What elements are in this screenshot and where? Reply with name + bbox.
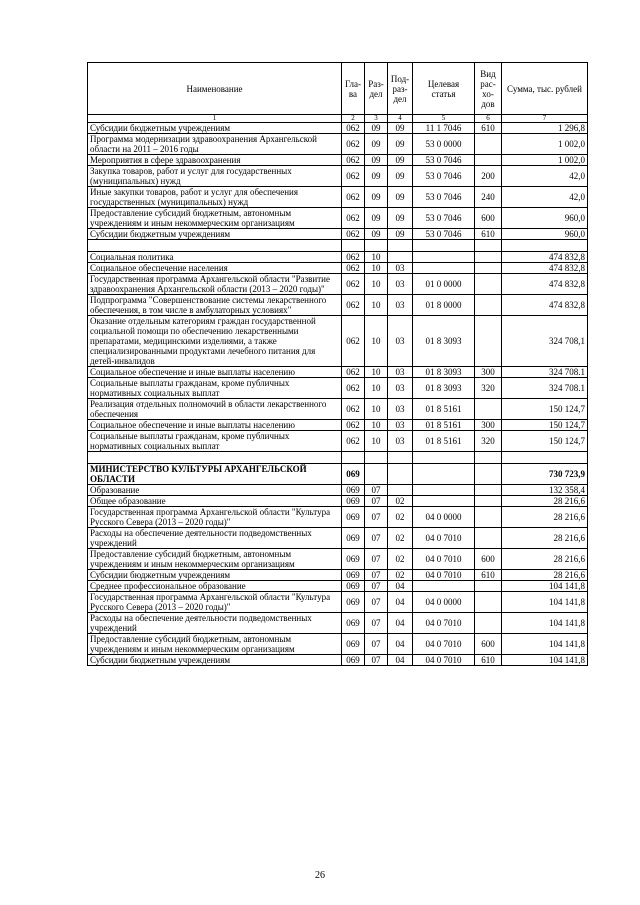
cell-vid xyxy=(475,295,502,316)
document-page xyxy=(87,62,587,666)
cell-vid xyxy=(475,263,502,274)
cell-podrazdel: 02 xyxy=(388,549,413,570)
cell-summa: 150 124,7 xyxy=(502,420,588,431)
cell-celevaya: 53 0 7046 xyxy=(413,187,475,208)
table-row xyxy=(88,528,588,549)
cell-summa: 28 216,6 xyxy=(502,528,588,549)
cell-podrazdel: 04 xyxy=(388,581,413,592)
cell-podrazdel: 09 xyxy=(388,187,413,208)
cell-name: Оказание отдельным категориям граждан государственной социальной помощи по обеспечению лекарственными препаратами, медицинскими изделиями, а также специализированными продуктами лечебного питания для детей-инвалидов xyxy=(88,316,342,367)
empty-cell xyxy=(413,240,475,252)
cell-name: Образование xyxy=(88,485,342,496)
cell-summa: 960,0 xyxy=(502,208,588,229)
cell-name: Предоставление субсидий бюджетным, автономным учреждениям и иным некоммерческим организациям xyxy=(88,634,342,655)
cell-summa: 1 002,0 xyxy=(502,134,588,155)
cell-summa: 150 124,7 xyxy=(502,399,588,420)
cell-vid xyxy=(475,316,502,367)
cell-celevaya: 53 0 7046 xyxy=(413,229,475,240)
table-header-row xyxy=(88,63,588,115)
column-number-row xyxy=(88,115,588,123)
cell-celevaya: 01 8 5161 xyxy=(413,431,475,452)
cell-celevaya: 04 0 7010 xyxy=(413,634,475,655)
cell-glava: 069 xyxy=(342,592,365,613)
cell-summa: 28 216,6 xyxy=(502,549,588,570)
cell-celevaya xyxy=(413,496,475,507)
cell-razdel: 07 xyxy=(365,592,388,613)
cell-name: Закупка товаров, работ и услуг для государственных (муниципальных) нужд xyxy=(88,166,342,187)
cell-razdel: 07 xyxy=(365,581,388,592)
cell-vid: 300 xyxy=(475,420,502,431)
cell-celevaya: 01 8 5161 xyxy=(413,420,475,431)
cell-razdel: 10 xyxy=(365,263,388,274)
cell-razdel: 07 xyxy=(365,549,388,570)
cell-glava: 062 xyxy=(342,155,365,166)
cell-name: Общее образование xyxy=(88,496,342,507)
cell-vid: 610 xyxy=(475,655,502,666)
cell-podrazdel: 04 xyxy=(388,613,413,634)
cell-vid xyxy=(475,592,502,613)
header-vid: Вид рас-хо-дов xyxy=(475,63,502,115)
cell-name: Социальные выплаты гражданам, кроме публичных нормативных социальных выплат xyxy=(88,378,342,399)
empty-cell xyxy=(388,240,413,252)
cell-summa: 42,0 xyxy=(502,187,588,208)
table-row xyxy=(88,263,588,274)
table-row xyxy=(88,187,588,208)
column-number: 1 xyxy=(88,115,342,123)
cell-podrazdel xyxy=(388,464,413,485)
cell-summa: 42,0 xyxy=(502,166,588,187)
cell-podrazdel: 02 xyxy=(388,570,413,581)
cell-vid xyxy=(475,528,502,549)
cell-razdel: 10 xyxy=(365,252,388,263)
cell-celevaya: 04 0 7010 xyxy=(413,655,475,666)
cell-glava: 069 xyxy=(342,485,365,496)
cell-celevaya: 01 8 3093 xyxy=(413,378,475,399)
cell-name: Социальная политика xyxy=(88,252,342,263)
cell-razdel xyxy=(365,464,388,485)
cell-name: Предоставление субсидий бюджетным, автономным учреждениям и иным некоммерческим организациям xyxy=(88,549,342,570)
cell-podrazdel: 02 xyxy=(388,496,413,507)
empty-cell xyxy=(502,452,588,464)
cell-name: Предоставление субсидий бюджетным, автономным учреждениям и иным некоммерческим организациям xyxy=(88,208,342,229)
cell-podrazdel: 04 xyxy=(388,655,413,666)
cell-glava: 069 xyxy=(342,634,365,655)
column-number: 4 xyxy=(388,115,413,123)
cell-podrazdel: 04 xyxy=(388,634,413,655)
cell-name: Субсидии бюджетным учреждениям xyxy=(88,123,342,134)
column-number: 5 xyxy=(413,115,475,123)
header-celevaya: Целевая статья xyxy=(413,63,475,115)
cell-vid xyxy=(475,613,502,634)
cell-podrazdel: 03 xyxy=(388,431,413,452)
table-row xyxy=(88,655,588,666)
cell-podrazdel: 03 xyxy=(388,399,413,420)
empty-cell xyxy=(88,452,342,464)
cell-podrazdel: 02 xyxy=(388,507,413,528)
table-row xyxy=(88,431,588,452)
cell-razdel: 07 xyxy=(365,634,388,655)
cell-podrazdel: 09 xyxy=(388,208,413,229)
cell-glava: 062 xyxy=(342,420,365,431)
cell-razdel: 09 xyxy=(365,229,388,240)
cell-razdel: 10 xyxy=(365,274,388,295)
cell-name: Государственная программа Архангельской области "Культура Русского Севера (2013 – 2020 годы)" xyxy=(88,507,342,528)
cell-glava: 069 xyxy=(342,507,365,528)
cell-razdel: 09 xyxy=(365,134,388,155)
cell-razdel: 07 xyxy=(365,485,388,496)
cell-summa: 104 141,8 xyxy=(502,655,588,666)
cell-podrazdel: 03 xyxy=(388,420,413,431)
cell-vid xyxy=(475,485,502,496)
table-row xyxy=(88,496,588,507)
empty-cell xyxy=(342,240,365,252)
cell-glava: 069 xyxy=(342,528,365,549)
cell-summa: 28 216,6 xyxy=(502,496,588,507)
table-row xyxy=(88,549,588,570)
cell-glava: 069 xyxy=(342,581,365,592)
cell-summa: 730 723,9 xyxy=(502,464,588,485)
cell-podrazdel: 09 xyxy=(388,123,413,134)
cell-glava: 062 xyxy=(342,378,365,399)
table-spacer-row xyxy=(88,452,588,464)
cell-vid xyxy=(475,507,502,528)
cell-glava: 062 xyxy=(342,367,365,378)
cell-vid xyxy=(475,155,502,166)
cell-celevaya: 53 0 7046 xyxy=(413,208,475,229)
cell-podrazdel xyxy=(388,485,413,496)
cell-celevaya: 01 0 0000 xyxy=(413,274,475,295)
cell-vid: 600 xyxy=(475,634,502,655)
cell-glava: 062 xyxy=(342,187,365,208)
table-row xyxy=(88,464,588,485)
cell-razdel: 10 xyxy=(365,431,388,452)
cell-glava: 062 xyxy=(342,134,365,155)
header-summa: Сумма, тыс. рублей xyxy=(502,63,588,115)
cell-name: Субсидии бюджетным учреждениям xyxy=(88,655,342,666)
cell-vid xyxy=(475,134,502,155)
cell-name: Иные закупки товаров, работ и услуг для обеспечения государственных (муниципальных) нужд xyxy=(88,187,342,208)
cell-razdel: 09 xyxy=(365,123,388,134)
cell-name: Расходы на обеспечение деятельности подведомственных учреждений xyxy=(88,528,342,549)
cell-name: Государственная программа Архангельской области "Развитие здравоохранения Архангельской области (2013 – 2020 годы)" xyxy=(88,274,342,295)
cell-summa: 104 141,8 xyxy=(502,592,588,613)
cell-name: Субсидии бюджетным учреждениям xyxy=(88,229,342,240)
empty-cell xyxy=(475,240,502,252)
cell-vid xyxy=(475,581,502,592)
cell-vid: 300 xyxy=(475,367,502,378)
cell-vid: 320 xyxy=(475,378,502,399)
cell-razdel: 10 xyxy=(365,378,388,399)
cell-summa: 324 708.1 xyxy=(502,367,588,378)
cell-summa: 132 358,4 xyxy=(502,485,588,496)
empty-cell xyxy=(502,240,588,252)
cell-summa: 474 832,8 xyxy=(502,263,588,274)
cell-name: Среднее профессиональное образование xyxy=(88,581,342,592)
cell-podrazdel: 09 xyxy=(388,134,413,155)
cell-name: Мероприятия в сфере здравоохранения xyxy=(88,155,342,166)
empty-cell xyxy=(365,240,388,252)
cell-celevaya: 53 0 7046 xyxy=(413,166,475,187)
cell-summa: 474 832,8 xyxy=(502,252,588,263)
table-row xyxy=(88,581,588,592)
cell-razdel: 07 xyxy=(365,570,388,581)
cell-glava: 069 xyxy=(342,613,365,634)
cell-glava: 062 xyxy=(342,208,365,229)
cell-name: МИНИСТЕРСТВО КУЛЬТУРЫ АРХАНГЕЛЬСКОЙ ОБЛАСТИ xyxy=(88,464,342,485)
empty-cell xyxy=(88,240,342,252)
cell-razdel: 09 xyxy=(365,166,388,187)
cell-summa: 1 002,0 xyxy=(502,155,588,166)
column-number: 2 xyxy=(342,115,365,123)
cell-razdel: 07 xyxy=(365,613,388,634)
page-number: 26 xyxy=(315,870,325,881)
cell-razdel: 07 xyxy=(365,507,388,528)
cell-glava: 069 xyxy=(342,464,365,485)
table-row xyxy=(88,274,588,295)
cell-podrazdel: 09 xyxy=(388,229,413,240)
table-row xyxy=(88,295,588,316)
cell-summa: 28 216,6 xyxy=(502,570,588,581)
cell-vid xyxy=(475,252,502,263)
table-body xyxy=(88,123,588,666)
cell-celevaya: 04 0 7010 xyxy=(413,613,475,634)
cell-celevaya: 53 0 0000 xyxy=(413,134,475,155)
table-row xyxy=(88,485,588,496)
cell-glava: 062 xyxy=(342,123,365,134)
cell-vid: 610 xyxy=(475,229,502,240)
header-podrazdel: Под-раз-дел xyxy=(388,63,413,115)
cell-podrazdel: 03 xyxy=(388,378,413,399)
cell-name: Социальное обеспечение и иные выплаты населению xyxy=(88,420,342,431)
cell-celevaya xyxy=(413,464,475,485)
empty-cell xyxy=(342,452,365,464)
table-row xyxy=(88,208,588,229)
table-row xyxy=(88,166,588,187)
cell-podrazdel: 03 xyxy=(388,367,413,378)
cell-razdel: 10 xyxy=(365,420,388,431)
table-row xyxy=(88,134,588,155)
table-row xyxy=(88,420,588,431)
cell-name: Социальное обеспечение и иные выплаты населению xyxy=(88,367,342,378)
cell-razdel: 07 xyxy=(365,528,388,549)
header-razdel: Раз-дел xyxy=(365,63,388,115)
cell-celevaya xyxy=(413,581,475,592)
cell-razdel: 10 xyxy=(365,367,388,378)
cell-celevaya: 04 0 7010 xyxy=(413,528,475,549)
cell-razdel: 07 xyxy=(365,496,388,507)
cell-vid xyxy=(475,399,502,420)
cell-celevaya xyxy=(413,263,475,274)
empty-cell xyxy=(388,452,413,464)
cell-vid: 320 xyxy=(475,431,502,452)
cell-summa: 150 124,7 xyxy=(502,431,588,452)
column-number: 6 xyxy=(475,115,502,123)
cell-name: Реализация отдельных полномочий в области лекарственного обеспечения xyxy=(88,399,342,420)
empty-cell xyxy=(475,452,502,464)
cell-glava: 062 xyxy=(342,274,365,295)
cell-summa: 324 708,1 xyxy=(502,316,588,367)
cell-podrazdel: 03 xyxy=(388,274,413,295)
cell-name: Социальное обеспечение населения xyxy=(88,263,342,274)
cell-glava: 062 xyxy=(342,431,365,452)
cell-vid xyxy=(475,496,502,507)
cell-podrazdel: 03 xyxy=(388,295,413,316)
cell-vid: 610 xyxy=(475,570,502,581)
cell-name: Подпрограмма "Совершенствование системы лекарственного обеспечения, в том числе в амбулаторных условиях" xyxy=(88,295,342,316)
table-row xyxy=(88,252,588,263)
cell-celevaya: 53 0 7046 xyxy=(413,155,475,166)
header-glava: Гла-ва xyxy=(342,63,365,115)
cell-celevaya: 04 0 7010 xyxy=(413,549,475,570)
cell-glava: 069 xyxy=(342,496,365,507)
cell-name: Программа модернизации здравоохранения Архангельской области на 2011 – 2016 годы xyxy=(88,134,342,155)
table-row xyxy=(88,229,588,240)
cell-celevaya: 04 0 0000 xyxy=(413,507,475,528)
cell-vid xyxy=(475,464,502,485)
table-row xyxy=(88,316,588,367)
table-spacer-row xyxy=(88,240,588,252)
cell-celevaya: 04 0 7010 xyxy=(413,570,475,581)
table-row xyxy=(88,399,588,420)
cell-summa: 474 832,8 xyxy=(502,295,588,316)
cell-podrazdel: 09 xyxy=(388,155,413,166)
cell-glava: 062 xyxy=(342,295,365,316)
cell-razdel: 07 xyxy=(365,655,388,666)
table-row xyxy=(88,378,588,399)
table-row xyxy=(88,570,588,581)
cell-celevaya: 01 8 3093 xyxy=(413,316,475,367)
cell-podrazdel: 04 xyxy=(388,592,413,613)
table-row xyxy=(88,507,588,528)
cell-podrazdel xyxy=(388,252,413,263)
table-row xyxy=(88,367,588,378)
column-number: 3 xyxy=(365,115,388,123)
cell-razdel: 09 xyxy=(365,187,388,208)
cell-vid: 600 xyxy=(475,549,502,570)
cell-glava: 069 xyxy=(342,549,365,570)
cell-glava: 062 xyxy=(342,229,365,240)
cell-celevaya: 04 0 0000 xyxy=(413,592,475,613)
cell-vid: 200 xyxy=(475,166,502,187)
cell-name: Расходы на обеспечение деятельности подведомственных учреждений xyxy=(88,613,342,634)
cell-glava: 062 xyxy=(342,399,365,420)
cell-glava: 062 xyxy=(342,166,365,187)
cell-vid: 600 xyxy=(475,208,502,229)
cell-razdel: 10 xyxy=(365,399,388,420)
cell-vid: 240 xyxy=(475,187,502,208)
cell-summa: 104 141,8 xyxy=(502,613,588,634)
cell-glava: 062 xyxy=(342,263,365,274)
cell-vid xyxy=(475,274,502,295)
cell-podrazdel: 02 xyxy=(388,528,413,549)
cell-summa: 324 708.1 xyxy=(502,378,588,399)
cell-celevaya xyxy=(413,252,475,263)
cell-razdel: 09 xyxy=(365,208,388,229)
cell-glava: 069 xyxy=(342,570,365,581)
cell-podrazdel: 03 xyxy=(388,263,413,274)
cell-glava: 062 xyxy=(342,316,365,367)
empty-cell xyxy=(413,452,475,464)
table-row xyxy=(88,592,588,613)
cell-celevaya: 01 8 3093 xyxy=(413,367,475,378)
cell-summa: 28 216,6 xyxy=(502,507,588,528)
cell-podrazdel: 03 xyxy=(388,316,413,367)
cell-name: Государственная программа Архангельской области "Культура Русского Севера (2013 – 2020 годы)" xyxy=(88,592,342,613)
cell-celevaya: 01 8 5161 xyxy=(413,399,475,420)
cell-summa: 1 296,8 xyxy=(502,123,588,134)
table-row xyxy=(88,634,588,655)
budget-table xyxy=(87,62,588,666)
cell-vid: 610 xyxy=(475,123,502,134)
cell-celevaya: 11 1 7046 xyxy=(413,123,475,134)
table-row xyxy=(88,123,588,134)
cell-name: Субсидии бюджетным учреждениям xyxy=(88,570,342,581)
cell-glava: 069 xyxy=(342,655,365,666)
cell-celevaya xyxy=(413,485,475,496)
header-name: Наименование xyxy=(88,63,342,115)
cell-razdel: 10 xyxy=(365,295,388,316)
table-row xyxy=(88,613,588,634)
table-row xyxy=(88,155,588,166)
cell-celevaya: 01 8 0000 xyxy=(413,295,475,316)
column-number: 7 xyxy=(502,115,588,123)
cell-summa: 960,0 xyxy=(502,229,588,240)
cell-name: Социальные выплаты гражданам, кроме публичных нормативных социальных выплат xyxy=(88,431,342,452)
cell-razdel: 10 xyxy=(365,316,388,367)
cell-glava: 062 xyxy=(342,252,365,263)
empty-cell xyxy=(365,452,388,464)
cell-podrazdel: 09 xyxy=(388,166,413,187)
cell-summa: 104 141,8 xyxy=(502,581,588,592)
cell-razdel: 09 xyxy=(365,155,388,166)
cell-summa: 474 832,8 xyxy=(502,274,588,295)
cell-summa: 104 141,8 xyxy=(502,634,588,655)
